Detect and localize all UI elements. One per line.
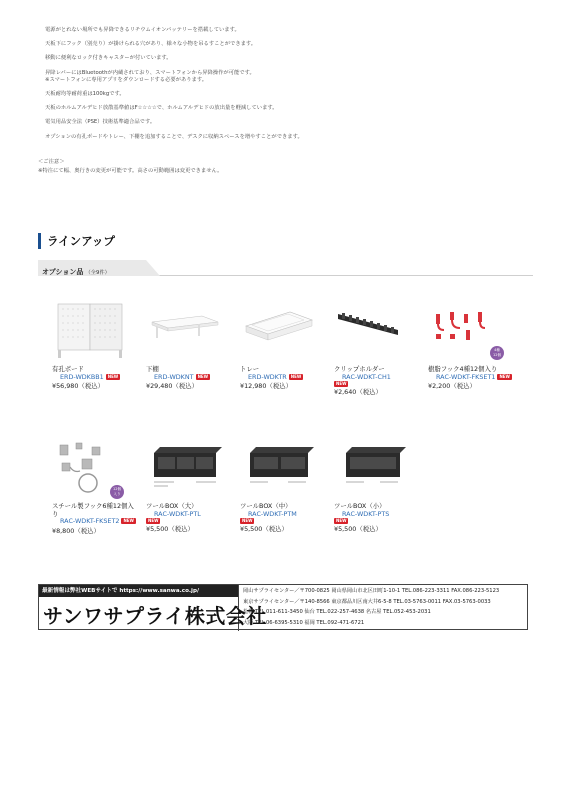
product-price: ¥12,980（税込）	[240, 382, 292, 391]
product-price: ¥29,480（税込）	[146, 382, 198, 391]
feature-item: 天板耐均等耐荷重は100kgです。	[45, 91, 125, 98]
product-code[interactable]: RAC-WDKT-CH1	[342, 372, 391, 381]
product-code-link[interactable]	[146, 374, 240, 382]
product-code-link[interactable]	[428, 374, 522, 382]
product-code-link[interactable]	[146, 511, 240, 519]
product-code[interactable]: RAC-WDKT-PTS	[342, 509, 390, 518]
product-card-perforated-board[interactable]	[52, 300, 146, 435]
company-name: サンワサプライ株式会社	[43, 604, 267, 628]
tray-image	[240, 300, 318, 362]
product-code-link[interactable]	[334, 374, 428, 382]
new-badge: NEW	[290, 373, 302, 379]
product-row-1	[52, 300, 532, 435]
lower-shelf-image	[146, 300, 224, 362]
caution-notes	[38, 159, 538, 177]
feature-item: 移動に便利なロック付きキャスターが付いています。	[45, 55, 172, 62]
toolbox-small-image	[334, 437, 412, 499]
option-count: （全9件）	[85, 270, 110, 276]
caution-heading: ＜ご注意＞	[38, 159, 65, 165]
clip-holder-image	[334, 300, 412, 362]
product-card-tray[interactable]	[240, 300, 334, 435]
product-card-steel-hooks[interactable]	[52, 437, 146, 572]
option-title: オプション品	[42, 268, 84, 276]
product-code[interactable]: RAC-WDKT-FKSET2	[60, 517, 120, 526]
product-name: クリップホルダー	[334, 365, 385, 373]
product-code-link[interactable]	[334, 511, 428, 519]
count-badge	[110, 485, 124, 499]
product-price: ¥5,500（税込）	[240, 525, 288, 534]
new-badge: NEW	[336, 518, 347, 524]
feature-list	[45, 27, 545, 148]
option-tab	[38, 260, 146, 276]
lineup-heading: ラインアップ	[38, 233, 115, 249]
product-code[interactable]: ERD-WDKNT	[154, 372, 194, 381]
feature-item: 電源がとれない場所でも昇降できるリチウムイオンバッテリーを搭載しています。	[45, 27, 240, 33]
company-footer	[38, 584, 528, 630]
toolbox-medium-image	[240, 437, 318, 499]
product-card-resin-hooks[interactable]	[428, 300, 522, 435]
footer-left	[39, 585, 267, 631]
product-name: 樹脂フック4種12個入り	[428, 365, 498, 373]
product-code-link[interactable]	[52, 374, 146, 382]
toolbox-large-image	[146, 437, 224, 499]
product-code-link[interactable]	[240, 511, 334, 519]
badge-line: 入り	[113, 492, 121, 496]
perforated-board-image	[52, 300, 130, 362]
office-line: 札幌 TEL.011-611-3450 仙台 TEL.022-257-4638 名古屋 TEL.052-453-2031	[243, 609, 431, 615]
badge-line: 4種	[494, 348, 500, 352]
new-badge: NEW	[107, 373, 119, 379]
office-line: 大阪 TEL.06-6395-5310 福岡 TEL.092-471-6721	[243, 619, 365, 626]
product-card-toolbox-small[interactable]	[334, 437, 428, 572]
new-badge: NEW	[336, 381, 347, 387]
product-code[interactable]: RAC-WDKT-PTM	[248, 509, 297, 518]
product-price: ¥5,500（税込）	[334, 525, 382, 534]
product-code-link[interactable]	[240, 374, 334, 382]
product-row-2	[52, 437, 532, 572]
product-price: ¥5,500（税込）	[146, 525, 194, 534]
product-card-toolbox-large[interactable]	[146, 437, 240, 572]
steel-hooks-image	[52, 437, 130, 499]
product-name: トレー	[240, 365, 260, 373]
product-code[interactable]: ERD-WDKTR	[248, 372, 287, 381]
feature-item: 天板のホルムアルデヒド放散基準値はF☆☆☆☆で、ホルムアルデヒドの放出量を軽減しています。	[45, 105, 278, 112]
product-card-toolbox-medium[interactable]	[240, 437, 334, 572]
product-price: ¥2,200（税込）	[428, 382, 476, 391]
product-name: スチール製フック6種12個入り	[52, 502, 134, 518]
product-code-link[interactable]	[52, 518, 146, 526]
product-price: ¥8,800（税込）	[52, 526, 100, 535]
office-line: 岡山サプライセンター／〒700-0825 岡山県岡山市北区田町1-10-1 TEL.086-223-3311 FAX.086-223-5123	[243, 588, 500, 594]
feature-item: 天板下にフック（別売り）が掛けられる穴があり、様々な小物を吊るすことができます。	[45, 41, 257, 48]
product-card-clip-holder[interactable]	[334, 300, 428, 435]
new-badge: NEW	[242, 518, 253, 524]
website-link[interactable]: 最新情報は弊社WEBサイトで https://www.sanwa.co.jp/	[39, 585, 238, 597]
resin-hooks-image	[428, 300, 506, 362]
new-badge: NEW	[197, 373, 209, 379]
caution-text: ※特注にて幅、奥行きの変更が可能です。高さの可動範囲は変更できません。	[38, 168, 223, 175]
office-list	[243, 586, 527, 628]
office-line: 東京サプライセンター／〒140-8566 東京都品川区南大井6-5-8 TEL.03-5763-0011 FAX.03-5763-0033	[243, 598, 491, 605]
product-name: ツールBOX（大）	[146, 502, 198, 510]
feature-item: オプションの有孔ボードやトレー、下棚を追加することで、デスクに収納スペースを増やすことができます。	[45, 133, 303, 140]
badge-line: 12個	[493, 353, 501, 357]
count-badge	[490, 346, 504, 360]
product-name: 下棚	[146, 365, 159, 373]
product-price: ¥2,640（税込）	[334, 388, 382, 397]
product-code[interactable]: RAC-WDKT-PTL	[154, 509, 201, 518]
product-name: ツールBOX（小）	[334, 502, 386, 510]
badge-line: 12個	[113, 487, 121, 491]
new-badge: NEW	[148, 518, 159, 524]
product-name: ツールBOX（中）	[240, 502, 292, 510]
new-badge: NEW	[123, 518, 134, 524]
feature-item: 電気用品安全法（PSE）技術基準適合品です。	[45, 119, 156, 126]
feature-item: 昇降レバーにはBluetoothが内蔵されており、スマートフォンから昇降操作が可能です。 ※スマートフォンに専用アプリをダウンロードする必要があります。	[45, 69, 255, 83]
new-badge: NEW	[499, 373, 510, 379]
product-price: ¥56,980（税込）	[52, 382, 104, 391]
product-card-lower-shelf[interactable]	[146, 300, 240, 435]
option-bar	[38, 260, 533, 276]
product-code[interactable]: RAC-WDKT-FKSET1	[436, 372, 496, 381]
product-name: 有孔ボード	[52, 365, 84, 373]
product-code[interactable]: ERD-WDKBB1	[60, 372, 104, 381]
